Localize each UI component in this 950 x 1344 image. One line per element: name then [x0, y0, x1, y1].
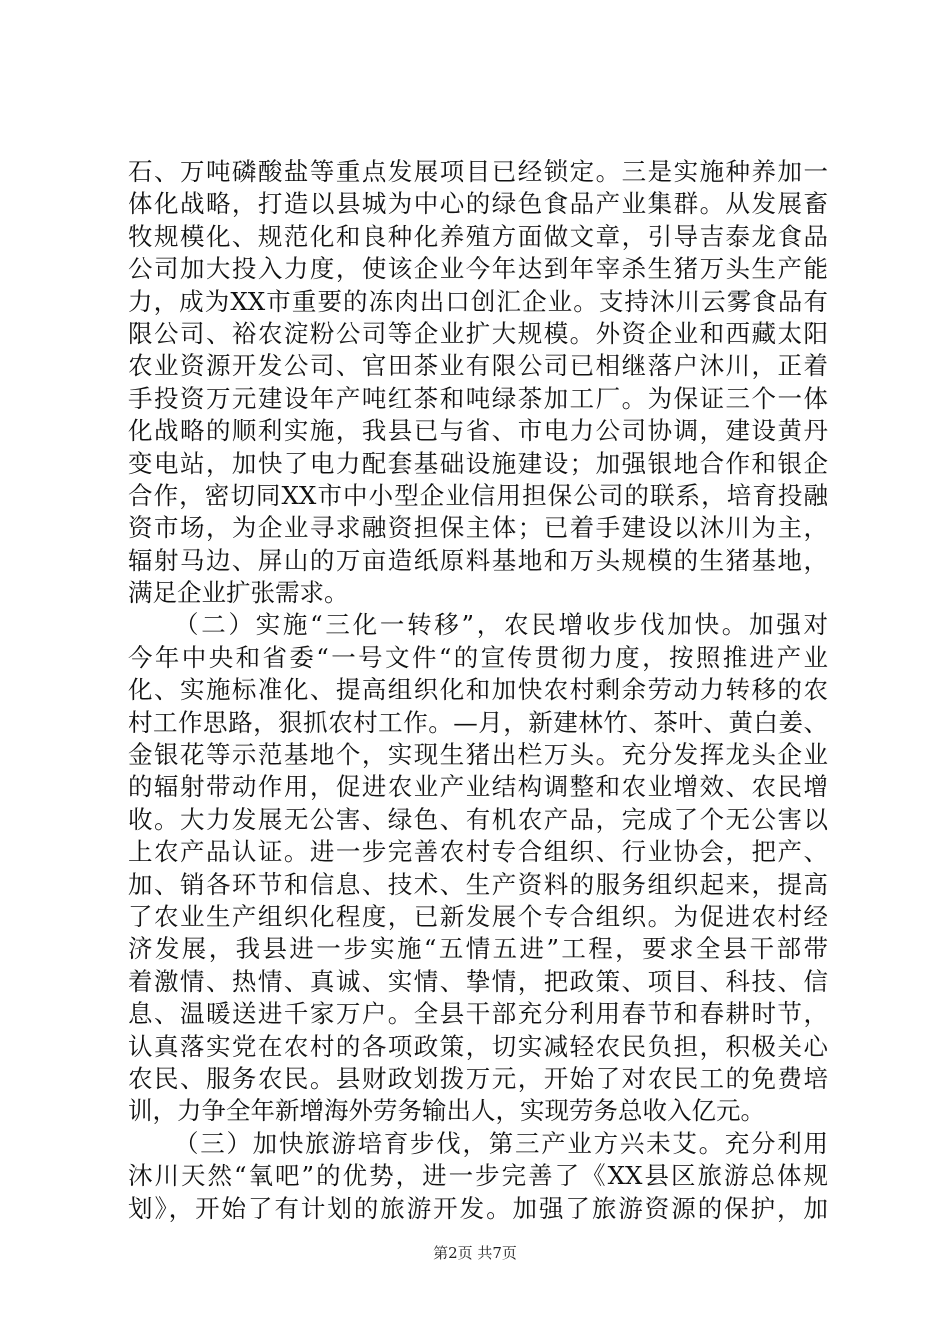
text-line: 化战略的顺利实施，我县已与省、市电力公司协调，建设黄丹: [128, 416, 828, 446]
text-line: 满足企业扩张需求。: [128, 578, 349, 608]
text-line: 石、万吨磷酸盐等重点发展项目已经锁定。三是实施种养加一: [128, 157, 828, 186]
text-line: 济发展，我县进一步实施“五情五进”工程，要求全县干部带: [128, 934, 828, 964]
text-line: 加、销各环节和信息、技术、生产资料的服务组织起来，提高: [128, 869, 828, 899]
text-line: 体化战略，打造以县城为中心的绿色食品产业集群。从发展畜: [128, 189, 828, 219]
text-line: 认真落实党在农村的各项政策，切实减轻农民负担，积极关心: [128, 1031, 828, 1061]
text-line: 村工作思路，狠抓农村工作。—月，新建林竹、茶叶、黄白姜、: [128, 707, 828, 737]
text-line: 资市场，为企业寻求融资担保主体；已着手建设以沐川为主，: [128, 513, 828, 543]
text-line: 沐川天然“氧吧”的优势，进一步完善了《XX县区旅游总体规: [128, 1161, 828, 1191]
text-line: 变电站，加快了电力配套基础设施建设；加强银地合作和银企: [128, 448, 828, 478]
text-line: 息、温暖送进千家万户。全县干部充分利用春节和春耕时节，: [128, 999, 828, 1029]
text-line: 划》，开始了有计划的旅游开发。加强了旅游资源的保护，加: [128, 1193, 828, 1223]
text-line: 力，成为XX市重要的冻肉出口创汇企业。支持沐川云雾食品有: [128, 286, 828, 316]
text-line: （三）加快旅游培育步伐，第三产业方兴未艾。充分利用: [174, 1128, 828, 1158]
text-line: 上农产品认证。进一步完善农村专合组织、行业协会，把产、: [128, 837, 828, 867]
text-line: （二）实施“三化一转移”，农民增收步伐加快。加强对: [174, 610, 828, 640]
text-line: 限公司、裕农淀粉公司等企业扩大规模。外资企业和西藏太阳: [128, 318, 828, 348]
text-line: 收。大力发展无公害、绿色、有机农产品，完成了个无公害以: [128, 804, 828, 834]
text-line: 农业资源开发公司、官田茶业有限公司已相继落户沐川，正着: [128, 351, 828, 381]
text-line: 训，力争全年新增海外劳务输出人，实现劳务总收入亿元。: [128, 1096, 765, 1126]
text-line: 化、实施标准化、提高组织化和加快农村剩余劳动力转移的农: [128, 675, 828, 705]
text-line: 合作，密切同XX市中小型企业信用担保公司的联系，培育投融: [128, 480, 828, 510]
text-line: 农民、服务农民。县财政划拨万元，开始了对农民工的免费培: [128, 1063, 828, 1093]
text-line: 的辐射带动作用，促进农业产业结构调整和农业增效、农民增: [128, 772, 828, 802]
text-line: 着激情、热情、真诚、实情、挚情，把政策、项目、科技、信: [128, 966, 828, 996]
text-line: 了农业生产组织化程度，已新发展个专合组织。为促进农村经: [128, 901, 828, 931]
text-line: 手投资万元建设年产吨红茶和吨绿茶加工厂。为保证三个一体: [128, 383, 828, 413]
page-footer: 第2页 共7页: [433, 1244, 517, 1262]
text-line: 金银花等示范基地个，实现生猪出栏万头。充分发挥龙头企业: [128, 740, 828, 770]
text-line: 今年中央和省委“一号文件“的宣传贯彻力度，按照推进产业: [128, 642, 828, 672]
text-line: 辐射马边、屏山的万亩造纸原料基地和万头规模的生猪基地，: [128, 545, 828, 575]
text-line: 牧规模化、规范化和良种化养殖方面做文章，引导吉泰龙食品: [128, 221, 828, 251]
text-line: 公司加大投入力度，使该企业今年达到年宰杀生猪万头生产能: [128, 254, 828, 284]
document-body: [128, 156, 828, 1225]
